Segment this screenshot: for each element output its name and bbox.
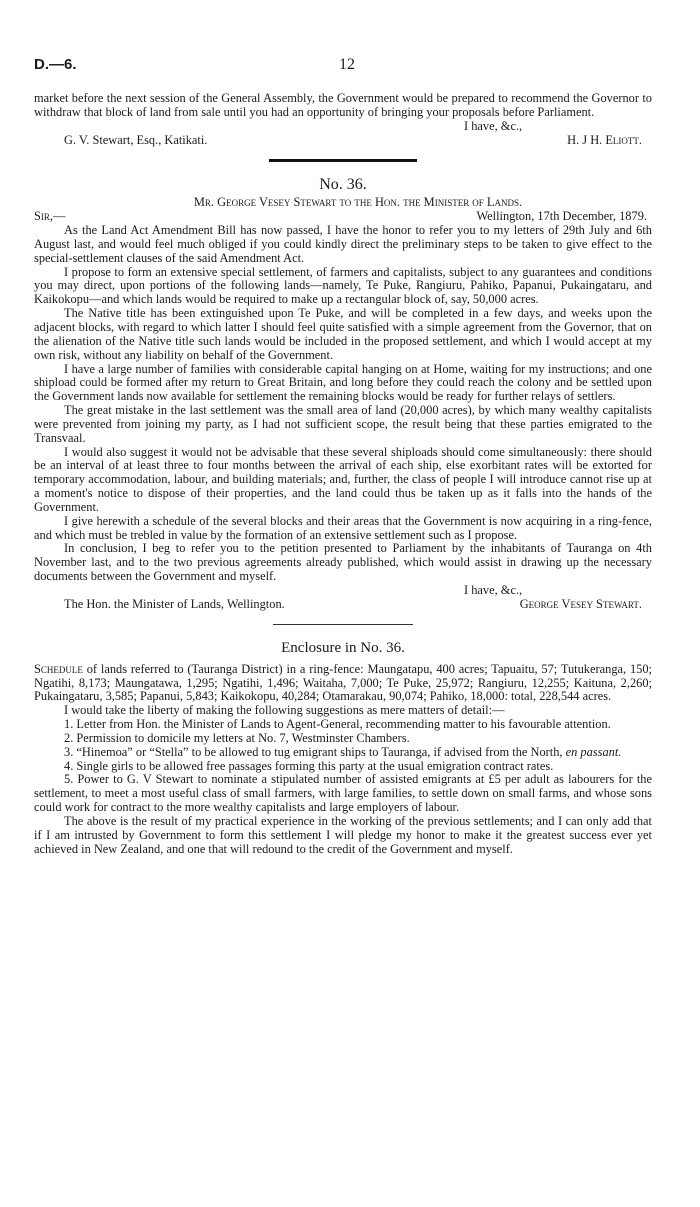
enclosure-item-5: 5. Power to G. V Stewart to nominate a stipulated number of assisted emigrants at £5 per adult as labourers for the settlement, to meet a most useful class of small farmers, with large families, to settle down on small farms, and whose sons could work for contract to the more wealthy capitalists and large employers of labour. bbox=[34, 772, 652, 815]
previous-letter-signer: H. J H. Eliott. bbox=[567, 132, 642, 147]
enclosure-item-3 bbox=[34, 746, 652, 760]
enclosure-item-4: 4. Single girls to be allowed free passages forming this party at the usual emigration contract rates. bbox=[64, 758, 554, 773]
enclosure-closing-paragraph: The above is the result of my practical experience in the working of the previous settlements; and I can only add that if I am intrusted by Government to form this settlement I will pledge my honor to make it the greatest success ever yet achieved in New Zealand, and one that will redound to the credit of the Government and myself. bbox=[34, 813, 652, 856]
letter-signoff bbox=[34, 598, 652, 612]
enclosure-title: Enclosure in No. 36. bbox=[281, 639, 405, 656]
letter-paragraph: The Native title has been extinguished upon Te Puke, and will be completed in a few days, and weeks upon the adjacent blocks, with regard to which latter I should feel quite satisfied with a simple agreement from the Governor, that on the alienation of the Native title such lands would be included in the proposed settlement, and which I would accept at my own risk, without any liability on behalf of the Government. bbox=[34, 306, 652, 362]
item-3-italic: en passant. bbox=[565, 744, 622, 759]
page-header bbox=[34, 58, 652, 78]
previous-letter-addressee: G. V. Stewart, Esq., Katikati. bbox=[64, 132, 208, 147]
letter-paragraph: As the Land Act Amendment Bill has now passed, I have the honor to refer you to my letters of 29th July and 6th August last, and would feel much obliged if you could kindly direct the preliminary steps to be taken to give effect to the special-settlement clauses of the said Amendment Act. bbox=[34, 223, 652, 265]
letter-correspondents: Mr. George Vesey Stewart to the Hon. the Minister of Lands. bbox=[193, 195, 523, 210]
letter-addressee: The Hon. the Minister of Lands, Wellington. bbox=[64, 596, 285, 611]
previous-letter-signoff bbox=[34, 134, 652, 148]
letter-closing: I have, &c., bbox=[464, 583, 523, 597]
enclosure-item-1: 1. Letter from Hon. the Minister of Lands to Agent-General, recommending matter to his favourable attention. bbox=[64, 717, 611, 732]
enclosure-intro: I would take the liberty of making the following suggestions as mere matters of detail:— bbox=[64, 703, 505, 718]
letter-paragraph: I give herewith a schedule of the several blocks and their areas that the Government is now acquiring in a ring-fence, and which must be trebled in value by the formation of an extensive settlement such as I propose. bbox=[34, 513, 652, 542]
letter-salutation: Sir,— bbox=[34, 209, 66, 224]
item-3-text: 3. “Hinemoa” or “Stella” to be allowed to tug emigrant ships to Tauranga, if advised from the North, bbox=[64, 744, 566, 759]
section-divider bbox=[269, 159, 417, 162]
letter-paragraph: I propose to form an extensive special settlement, of farmers and capitalists, subject to any guarantees and conditions you may direct, upon portions of the following lands—namely, Te Puke, Rangiuru, Pahiko, Papanui, Pukaingataru, and Kaikokopu—and which lands would be required to make up a rectangular block of, say, 50,000 acres. bbox=[34, 264, 652, 307]
letter-number-title: No. 36. bbox=[319, 176, 367, 194]
enclosure-divider bbox=[273, 624, 413, 625]
letter-salutation-row bbox=[34, 210, 652, 224]
letter-place-date: Wellington, 17th December, 1879. bbox=[476, 209, 647, 224]
letter-paragraph: In conclusion, I beg to refer you to the petition presented to Parliament by the inhabitants of Tauranga on 4th November last, and to the two previous agreements already published, which would assist in drawing up the necessary documents between the Government and myself. bbox=[34, 541, 652, 584]
letter-paragraph: I would also suggest it would not be advisable that these several shiploads should come simultaneously: there should be an interval of at least three to four months between the arrival of each ship, else exorbitant rates will be extorted for temporary accommodation, labour, and building materials; and, further, the class of people I will introduce cannot rise up at a moment's notice to dispose of their properties, and the land could thus be taken up as it falls into the hands of the Government. bbox=[34, 444, 652, 514]
schedule-lead: Schedule bbox=[34, 661, 83, 676]
page-content bbox=[34, 92, 652, 857]
letter-paragraph: I have a large number of families with considerable capital hanging on at Home, waiting for my instructions; and one shipload could be formed after my return to Great Britain, and long before they could reach the colony and be settled upon the Government lands now available for settlement the remaining blocks would be ready for further relays of settlers. bbox=[34, 361, 652, 404]
previous-letter-text: market before the next session of the General Assembly, the Government would be prepared to recommend the Governor to withdraw that block of land from sale until you had an opportunity of bringing your proposals before Parliament. bbox=[34, 91, 652, 119]
letter-paragraph: The great mistake in the last settlement was the small area of land (20,000 acres), by which many wealthy capitalists were prevented from joining my party, as I had not sufficient scope, the result being that these parties emigrated to the Transvaal. bbox=[34, 403, 652, 445]
enclosure-schedule bbox=[34, 663, 652, 705]
enclosure-item-2: 2. Permission to domicile my letters at No. 7, Westminster Chambers. bbox=[64, 730, 410, 745]
document-reference: D.—6. bbox=[34, 56, 77, 73]
letter-signer: George Vesey Stewart. bbox=[519, 596, 642, 611]
previous-letter-closing: I have, &c., bbox=[464, 118, 523, 133]
schedule-text: of lands referred to (Tauranga District) in a ring-fence: Maungatapu, 400 acres; Tapuaitu, 57; Tutukeranga, 150; Ngatihi, 8,173; Maungatawa, 1,295; Ngatihi, 1,496; Waitaha, 7,000; Te Puke, 25,972; Rangiuru, 12,255; Kaituna, 2,260; Pukaingataru, 3,585; Papanui, 5,843; Kaikokopu, 40,284; Otamarakau, 90,074; Pahiko, 18,000: total, 228,544 acres. bbox=[34, 661, 652, 704]
page-number: 12 bbox=[339, 56, 355, 73]
